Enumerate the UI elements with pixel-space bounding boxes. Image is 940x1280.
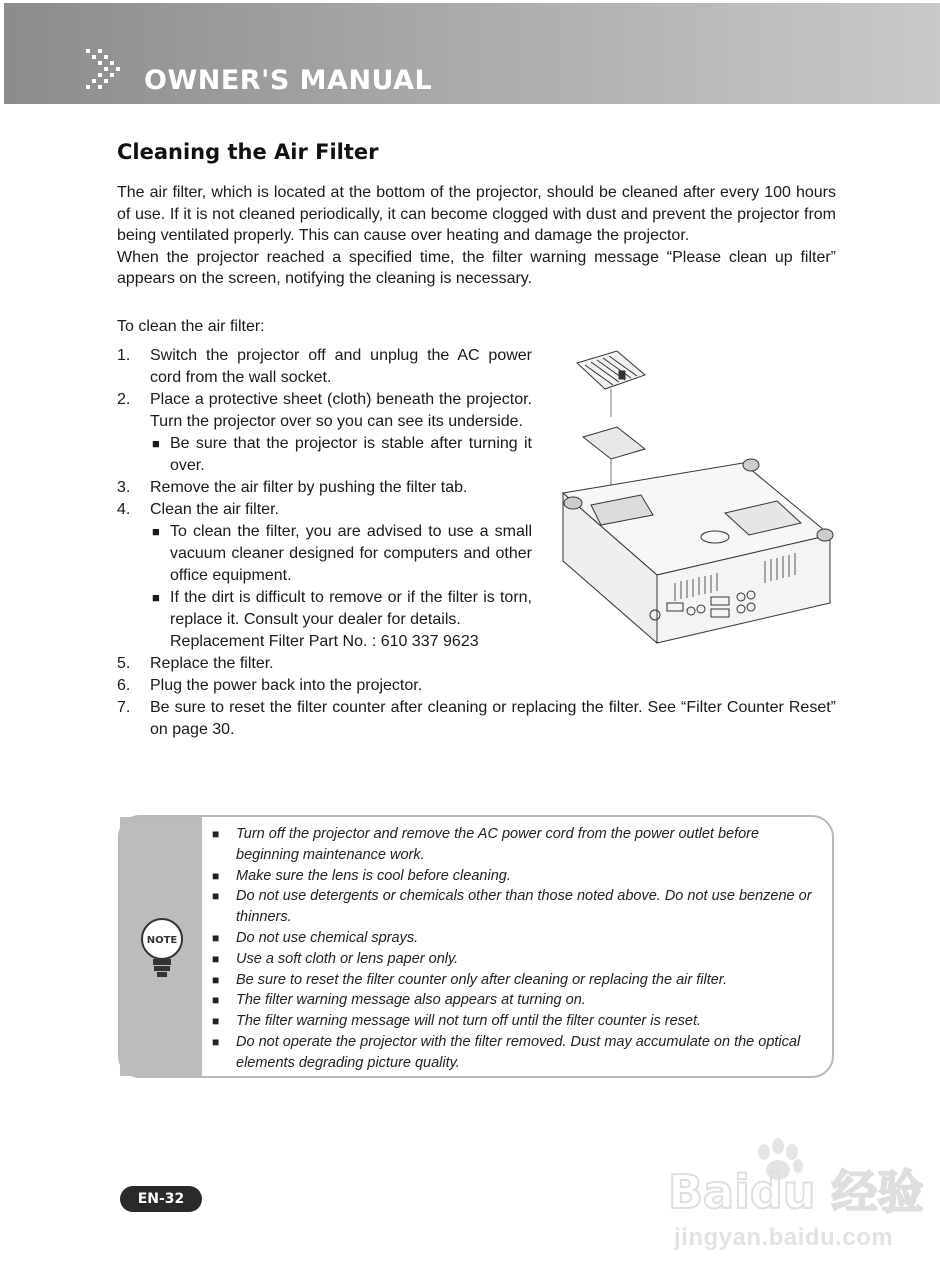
filter-part-number: Replacement Filter Part No. : 610 337 9623 xyxy=(170,633,479,650)
projector-underside-filter-icon xyxy=(555,345,840,643)
note-item: ■ Do not use chemical sprays. xyxy=(208,928,818,949)
note-item: ■ Be sure to reset the filter counter only after cleaning or replacing the air filter. xyxy=(208,970,818,991)
watermark-url: jingyan.baidu.com xyxy=(674,1224,894,1251)
watermark-logo-text: Baidu 经验 xyxy=(668,1165,924,1219)
bullet-text: If the dirt is difficult to remove or if the filter is torn, replace it. Consult your dealer for details. xyxy=(170,589,532,628)
bullet-square-icon: ■ xyxy=(212,1014,220,1029)
step-text: Plug the power back into the projector. xyxy=(150,677,423,694)
baidu-paw-logo-icon xyxy=(668,1138,924,1219)
note-item: ■ The filter warning message will not turn off until the filter counter is reset. xyxy=(208,1011,818,1032)
page-number-badge: EN-32 xyxy=(120,1186,202,1212)
step-2 xyxy=(117,389,532,477)
step-bullet xyxy=(150,587,532,631)
manual-title: OWNER'S MANUAL xyxy=(144,65,433,96)
note-item: ■ The filter warning message also appears at turning on. xyxy=(208,990,818,1011)
intro-text xyxy=(117,182,836,290)
bullet-square-icon: ■ xyxy=(212,868,220,883)
double-chevron-icon xyxy=(84,45,130,93)
section-title: Cleaning the Air Filter xyxy=(117,140,379,164)
note-item: ■ Turn off the projector and remove the AC power cord from the power outlet before beginning maintenance work. xyxy=(212,826,760,863)
step-7 xyxy=(117,697,836,741)
step-number: 3. xyxy=(117,479,131,496)
step-number: 4. xyxy=(117,501,131,518)
step-text: Clean the air filter. xyxy=(150,501,279,518)
note-sidebar xyxy=(120,817,202,1076)
step-text: Switch the projector off and unplug the AC power cord from the wall socket. xyxy=(150,347,532,386)
note-icon-label: NOTE xyxy=(146,935,178,946)
bullet-text: To clean the filter, you are advised to use a small vacuum cleaner designed for computers and other office equipment. xyxy=(170,523,532,584)
note-box xyxy=(118,815,834,1078)
step-4 xyxy=(117,499,532,653)
note-list xyxy=(208,824,818,1074)
step-1 xyxy=(117,345,532,389)
note-lightbulb-icon xyxy=(139,917,185,979)
bullet-square-icon: ■ xyxy=(212,930,220,945)
bullet-square-icon: ■ xyxy=(212,889,220,904)
step-bullet xyxy=(150,521,532,587)
step-text: Replace the filter. xyxy=(150,655,274,672)
note-item: ■ Do not use detergents or chemicals other than those noted above. Do not use benzene or thinners. xyxy=(212,888,812,926)
step-number: 2. xyxy=(117,391,131,408)
bullet-square-icon: ■ xyxy=(212,827,220,841)
step-number: 7. xyxy=(117,699,131,716)
intro-paragraph-1: The air filter, which is located at the bottom of the projector, should be cleaned after every 100 hours of use. If it is not cleaned periodically, it can become clogged with dust and prevent the projector from being ventilated properly. This can cause over heating and damage the projector. xyxy=(117,184,836,244)
step-6 xyxy=(117,675,836,697)
note-item: ■ Use a soft cloth or lens paper only. xyxy=(208,949,818,970)
intro-paragraph-2: When the projector reached a specified time, the filter warning message “Please clean up filter” appears on the screen, notifying the cleaning is necessary. xyxy=(117,248,836,287)
bullet-square-icon: ■ xyxy=(212,993,220,1008)
step-bullet xyxy=(150,433,532,477)
bullet-square-icon: ■ xyxy=(152,524,160,539)
bullet-square-icon: ■ xyxy=(212,951,220,966)
note-item: ■ Do not operate the projector with the filter removed. Dust may accumulate on the optical elements degrading picture quality. xyxy=(212,1033,801,1071)
bullet-square-icon: ■ xyxy=(212,1034,220,1049)
step-5 xyxy=(117,653,836,675)
step-number: 6. xyxy=(117,677,131,694)
bullet-text: Be sure that the projector is stable after turning it over. xyxy=(170,435,532,474)
step-text: Remove the air filter by pushing the filter tab. xyxy=(150,479,468,496)
bullet-square-icon: ■ xyxy=(152,436,160,451)
steps-heading: To clean the air filter: xyxy=(117,318,265,335)
step-text: Be sure to reset the filter counter after cleaning or replacing the filter. See “Filter Counter Reset” on page 30. xyxy=(150,699,836,738)
step-number: 5. xyxy=(117,655,131,672)
step-text: Place a protective sheet (cloth) beneath the projector. Turn the projector over so you can see its underside. xyxy=(150,391,532,430)
header-banner xyxy=(4,3,940,104)
bullet-square-icon: ■ xyxy=(152,590,160,605)
note-item: ■ Make sure the lens is cool before cleaning. xyxy=(208,866,818,887)
step-number: 1. xyxy=(117,347,131,364)
baidu-watermark xyxy=(668,1138,924,1258)
bullet-square-icon: ■ xyxy=(212,972,220,987)
